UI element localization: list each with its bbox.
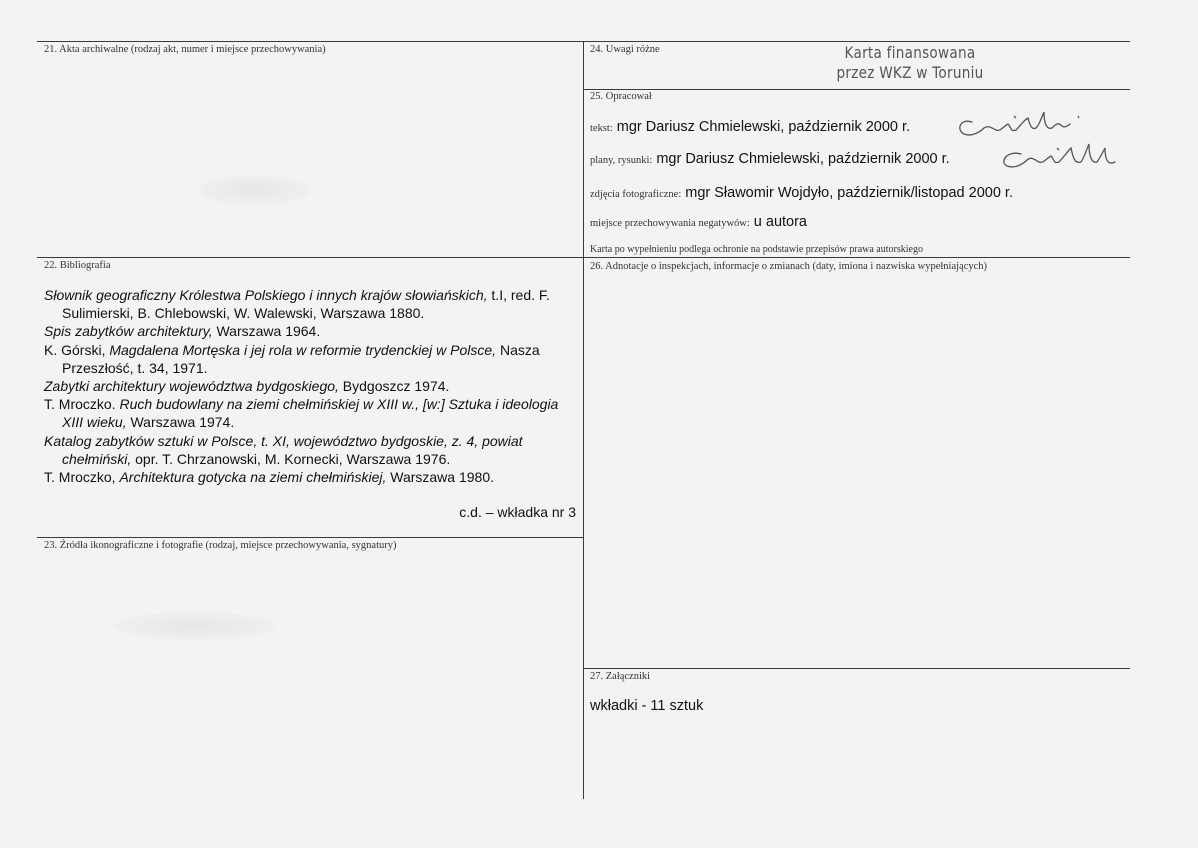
author-photos-label: zdjęcia fotograficzne:	[590, 189, 682, 200]
field-25-label: 25. Opracował	[590, 91, 652, 102]
field-27-label: 27. Załączniki	[590, 671, 651, 682]
bibliography-entry: Zabytki architektury województwa bydgoskiego, Bydgoszcz 1974.	[44, 378, 450, 395]
rule-22-23	[37, 537, 583, 538]
scan-smudge	[200, 175, 310, 205]
scan-smudge	[115, 612, 275, 640]
rule-21-22	[37, 257, 1130, 258]
field-26-label: 26. Adnotacje o inspekcjach, informacje o zmianach (daty, imiona i nazwiska wypełniających)	[590, 261, 988, 272]
bibliography-entry: T. Mroczko. Ruch budowlany na ziemi chełmińskiej w XIII w., [w:] Sztuka i ideologia XIII wieku, Warszawa 1974.	[44, 396, 559, 431]
bibliography-entry: K. Górski, Magdalena Mortęska i jej rola w reformie trydenckiej w Polsce, Nasza Przeszłość, t. 34, 1971.	[44, 341, 540, 376]
negatives-storage-value: u autora	[753, 214, 807, 230]
field-22-label: 22. Bibliografia	[44, 260, 111, 271]
funding-stamp	[834, 43, 987, 83]
bibliography-entry: T. Mroczko, Architektura gotycka na ziemi chełmińskiej, Warszawa 1980.	[44, 469, 494, 486]
signature-plans	[995, 138, 1125, 178]
field-23-label: 23. Źródła ikonograficzne i fotografie (rodzaj, miejsce przechowywania, sygnatury)	[44, 540, 397, 551]
author-photos-row	[590, 184, 1013, 202]
copyright-note: Karta po wypełnieniu podlega ochronie na podstawie przepisów prawa autorskiego	[590, 244, 923, 255]
author-plans-value: mgr Dariusz Chmielewski, październik 2000 r.	[656, 151, 950, 167]
author-text-label: tekst:	[590, 123, 613, 134]
bibliography-entry: Katalog zabytków sztuki w Polsce, t. XI, województwo bydgoskie, z. 4, powiat chełmiński, opr. T. Chrzanowski, M. Kornecki, Warszawa 1976.	[44, 432, 523, 467]
bibliography-entry: Spis zabytków architektury, Warszawa 1964.	[44, 323, 321, 340]
stamp-line-2: przez WKZ w Toruniu	[836, 63, 984, 82]
negatives-storage-label: miejsce przechowywania negatywów:	[590, 218, 750, 229]
rule-26-27	[583, 668, 1130, 669]
attachments-value: wkładki - 11 sztuk	[590, 698, 704, 714]
continuation-note: c.d. – wkładka nr 3	[459, 504, 576, 520]
field-24-label: 24. Uwagi różne	[590, 44, 660, 55]
field-21-label: 21. Akta archiwalne (rodzaj akt, numer i miejsce przechowywania)	[44, 44, 326, 55]
stamp-line-1: Karta finansowana	[844, 43, 976, 62]
bibliography-list	[44, 286, 578, 486]
rule-24-25	[583, 89, 1130, 90]
bibliography-entry: Słownik geograficzny Królestwa Polskiego i innych krajów słowiańskich, t.I, red. F. Sulimierski, B. Chlebowski, W. Walewski, Warszawa 1880.	[44, 287, 550, 322]
author-photos-value: mgr Sławomir Wojdyło, październik/listopad 2000 r.	[685, 185, 1013, 201]
author-plans-label: plany, rysunki:	[590, 155, 653, 166]
negatives-storage-row	[590, 213, 807, 231]
author-text-value: mgr Dariusz Chmielewski, październik 2000 r.	[616, 119, 911, 135]
center-divider	[583, 41, 584, 799]
author-plans-row	[590, 150, 950, 168]
author-text-row	[590, 118, 910, 136]
